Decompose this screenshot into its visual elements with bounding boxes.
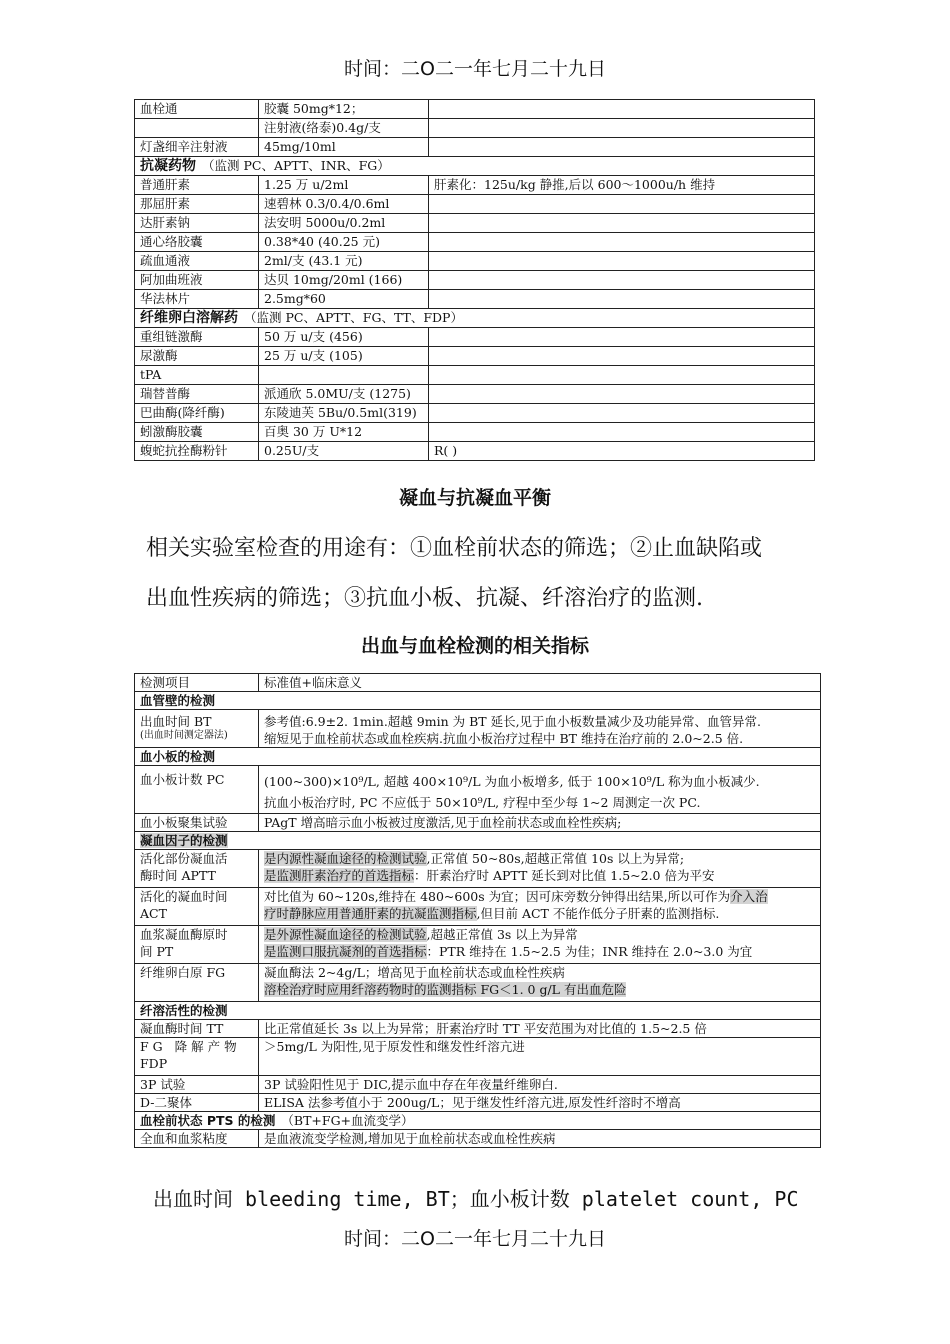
section-row: 血管壁的检测	[135, 692, 821, 710]
table-row: 巴曲酶(降纤酶) 东陵迪芙 5Bu/0.5ml(319)	[135, 404, 815, 423]
table-header-row: 检测项目 标准值+临床意义	[135, 674, 821, 692]
table-row: tPA	[135, 366, 815, 385]
section-row	[135, 309, 815, 328]
section-row: 血小板的检测	[135, 748, 821, 766]
table-row: 活化的凝血时间 ACT 对比值为 60~120s,维持在 480~600s 为宜；因可床旁数分钟得出结果,所以可作为介入治 疗时静脉应用普通肝素的抗凝监测指标,但目前 ACT 不能作低分子肝素的监测指标.	[135, 888, 821, 926]
table-row: 血浆凝血酶原时 间 PT 是外源性凝血途径的检测试验,超越正常值 3s 以上为异常 是监测口服抗凝剂的首选指标：PTR 维持在 1.5~2.5 为佳；INR 维持在 2.0~3.0 为宜	[135, 926, 821, 964]
table-row: 瑞替普酶 派通欣 5.0MU/支 (1275)	[135, 385, 815, 404]
section-note: （监测 PC、APTT、FG、TT、FDP）	[244, 310, 463, 325]
section-row: 血栓前状态 PTS 的检测 （BT+FG+血流变学）	[135, 1112, 821, 1130]
section-heading: 出血与血栓检测的相关指标	[360, 635, 589, 657]
page-footer: 时间：二O二一年七月二十九日	[344, 1228, 606, 1250]
table-row: 血栓通 胶囊 50mg*12；	[135, 100, 815, 119]
table-row: 出血时间 BT (出血时间测定器法) 参考值:6.9±2. 1min.超越 9min 为 BT 延长,见于血小板数量减少及功能异常、血管异常. 缩短见于血栓前状态或血栓疾病.抗血小板治疗过程中 BT 维持在治疗前的 2.0~2.5 倍.	[135, 710, 821, 748]
bottom-text: 出血时间 bleeding time, BT；血小板计数 platelet count, PC	[153, 1187, 799, 1211]
table-row: 疏血通液 2ml/支 (43.1 元)	[135, 252, 815, 271]
section-title: 纤维卵白溶解药	[140, 310, 238, 326]
table-row: 那屈肝素 速碧林 0.3/0.4/0.6ml	[135, 195, 815, 214]
table-row: 注射液(络泰)0.4g/支	[135, 119, 815, 138]
table-row: 全血和血浆粘度 是血液流变学检测,增加见于血栓前状态或血栓性疾病	[135, 1130, 821, 1148]
table-row: 血小板计数 PC (100~300)×10⁹/L, 超越 400×10⁹/L 为血小板增多, 低于 100×10⁹/L 称为血小板减少. 抗血小板治疗时, PC 不应低于 50×10⁹/L, 疗程中至少每 1~2 周测定一次 PC.	[135, 766, 821, 814]
section-heading: 凝血与抗凝血平衡	[398, 487, 551, 509]
section-row: 纤溶活性的检测	[135, 1002, 821, 1020]
table-row: 活化部份凝血活 酶时间 APTT 是内源性凝血途径的检测试验,正常值 50~80s,超越正常值 10s 以上为异常; 是监测肝素治疗的首选指标：肝素治疗时 APTT 延长到对比值 1.5~2.0 倍为平安	[135, 850, 821, 888]
table-row: 重组链激酶 50 万 u/支 (456)	[135, 328, 815, 347]
table-row: 华法林片 2.5mg*60	[135, 290, 815, 309]
table-row: 通心络胶囊 0.38*40 (40.25 元)	[135, 233, 815, 252]
section-note: （监测 PC、APTT、INR、FG）	[202, 158, 390, 173]
section-title: 抗凝药物	[140, 158, 196, 174]
table-row: 灯盏细辛注射液 45mg/10ml	[135, 138, 815, 157]
test-table	[134, 673, 821, 1148]
table-row: 达肝素钠 法安明 5000u/0.2ml	[135, 214, 815, 233]
table-row: 凝血酶时间 TT 比正常值延长 3s 以上为异常；肝素治疗时 TT 平安范围为对比值的 1.5~2.5 倍	[135, 1020, 821, 1038]
table-row: 蚓激酶胶囊 百奥 30 万 U*12	[135, 423, 815, 442]
table-row: 纤维卵白原 FG 凝血酶法 2~4g/L；增高见于血栓前状态或血栓性疾病 溶栓治疗时应用纤溶药物时的监测指标 FG＜1. 0 g/L 有出血危险	[135, 964, 821, 1002]
paragraph-line: 相关实验室检查的用途有：①血栓前状态的筛选；②止血缺陷或	[146, 536, 763, 561]
table-row: 3P 试验 3P 试验阳性见于 DIC,提示血中存在年夜量纤维卵白.	[135, 1076, 821, 1094]
page-header: 时间：二O二一年七月二十九日	[344, 58, 606, 80]
table-row: 蝮蛇抗拴酶粉针 0.25U/支 R( )	[135, 442, 815, 461]
table-row: 血小板聚集试验 PAgT 增高暗示血小板被过度激活,见于血栓前状态或血栓性疾病;	[135, 814, 821, 832]
table-row: 阿加曲班液 达贝 10mg/20ml (166)	[135, 271, 815, 290]
paragraph-line: 出血性疾病的筛选；③抗血小板、抗凝、纤溶治疗的监测.	[146, 586, 703, 611]
table-row: 普通肝素 1.25 万 u/2ml 肝素化：125u/kg 静推,后以 600～1000u/h 维持	[135, 176, 815, 195]
table-row: D-二聚体 ELISA 法参考值小于 200ug/L；见于继发性纤溶亢进,原发性纤溶时不增高	[135, 1094, 821, 1112]
section-row: 凝血因子的检测	[135, 832, 821, 850]
table-row: FG 降解产物 FDP ＞5mg/L 为阳性,见于原发性和继发性纤溶亢进	[135, 1038, 821, 1076]
table-row: 尿激酶 25 万 u/支 (105)	[135, 347, 815, 366]
section-row	[135, 157, 815, 176]
drug-table	[134, 99, 815, 461]
